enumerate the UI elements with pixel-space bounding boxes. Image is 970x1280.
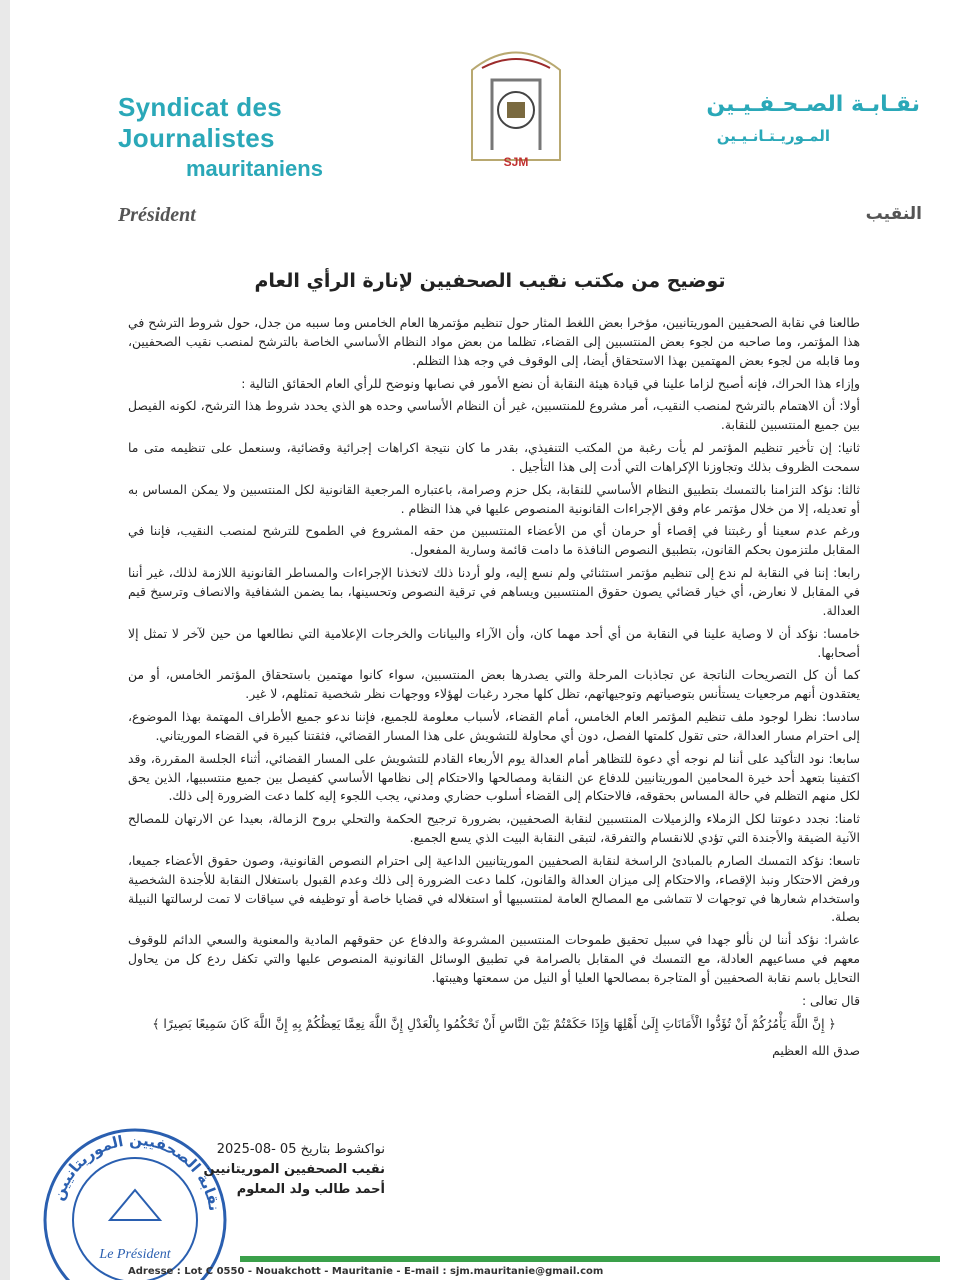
org-name-ar-line1: نقـابـة الصـحـفـيـين bbox=[706, 92, 920, 117]
document-body bbox=[128, 314, 860, 1064]
logo-text: SJM bbox=[503, 155, 529, 169]
paragraph-intro-2: وإزاء هذا الحراك، فإنه أصبح لزاما علينا في قيادة هيئة النقابة أن نضع الأمور في نصابها ونوضح للرأي العام الحقائق التالية : bbox=[241, 375, 860, 391]
signature-role: نقيب الصحفيين الموريتانيين bbox=[203, 1162, 385, 1178]
paragraph-ninth: تاسعا: نؤكد التمسك الصارم بالمبادئ الراسخة لنقابة الصحفيين الموريتانيين الداعية إلى احترام النصوص القانونية، وصون حقوق الأعضاء جميعا، ورفض الاحتكار ونبذ الإقصاء، والاحتكام إلى ميزان العدالة والقانون، كلما دعت الضرورة إلى ذلك وعدم القبول باستغلال النقابة للأجندة الشخصية واستخدام شعارها في توجهات لا تتماشى مع المصالح العامة لمنتسبيها أو استغلاله في قضايا خاصة أو توظيفه في سياقات لا تمت لرسالتها النبيلة بصلة. bbox=[128, 852, 860, 925]
signature-block bbox=[204, 1140, 386, 1200]
footer-bar bbox=[240, 1256, 940, 1262]
president-label-french: Président bbox=[118, 204, 196, 226]
paragraph-fifth-b: كما أن كل التصريحات الناتجة عن تجاذبات المرحلة والتي يصدرها بعض المنتسبين، سواء كانوا مهتمين باستحقاق المؤتمر الخامس، أو من يعتقدون أنهم مرجعيات يستأنس بتوصياتهم وتوجيهاتهم، تظل كلها مجرد رغبات لهؤلاء ووجهات نظر شخصية تمثلهم، لا غير. bbox=[128, 667, 860, 702]
union-logo bbox=[452, 40, 580, 170]
document-title: توضيح من مكتب نقيب الصحفيين لإنارة الرأي العام bbox=[254, 270, 726, 292]
paragraph-third: ثالثا: نؤكد التزامنا بالتمسك بتطبيق النظام الأساسي للنقابة، بكل حزم وصرامة، باعتباره المرجعية القانونية لكل المنتسبين ولا يمكن المساس به أو تعديله، إلا من خلال مؤتمر عام وفق الإجراءات القانونية المنصوص عليها في هذا النظام . bbox=[128, 481, 860, 516]
org-name-fr-line1: Syndicat des Journalistes bbox=[118, 92, 282, 153]
closing-phrase: صدق الله العظيم bbox=[772, 1042, 860, 1058]
paragraph-verse-intro: قال تعالى : bbox=[801, 992, 860, 1008]
paragraph-tenth: عاشرا: نؤكد أننا لن نألو جهدا في سبيل تحقيق طموحات المنتسبين المشروعة والدفاع عن حقوقهم المادية والمعنوية والسعي الدائم للوقوف معهم في مساعيهم العادلة، مع التمسك في المقابل بالصرامة في تطبيق الوسائل القانونية المنصوص عليها والتي تكفل ردع كل من يحاول التحايل باسم نقابة الصحفيين أو المتاجرة بمصالحها العليا أو النيل من سمعتها وهيبتها. bbox=[128, 932, 860, 985]
quran-verse: ﴿ إِنَّ اللَّهَ يَأْمُرُكُمْ أَنْ تُؤَدُّوا الْأَمَانَاتِ إِلَىٰ أَهْلِهَا وَإِذَا حَكَمْتُمْ بَيْنَ النَّاسِ أَنْ تَحْكُمُوا بِالْعَدْلِ إِنَّ اللَّهَ نِعِمَّا يَعِظُكُمْ بِهِ إِنَّ اللَّهَ كَانَ سَمِيعًا بَصِيرًا ﴾ bbox=[152, 1015, 836, 1031]
paragraph-fourth: رابعا: إننا في النقابة لم ندع إلى تنظيم مؤتمر استثنائي ولم نسع إليه، ولو أردنا ذلك لاتخذنا الإجراءات والمساطر القانونية اللازمة لذلك، غير أننا في المقابل لا نعارض، أي خيار قضائي يصون حقوق المنتسبين ويساهم في ترقية النصوص وتحسينها، بما يضمن الشفافية والانصاف وترسيخ قيم العدالة. bbox=[128, 565, 860, 618]
org-name-ar-line2: المـوريـتـانـيـين bbox=[716, 127, 830, 145]
paragraph-fifth: خامسا: نؤكد أن لا وصاية علينا في النقابة من أي أحد مهما كان، وأن الآراء والبيانات والخرجات الإعلامية التي نطالعها من حين لآخر لا تمثل إلا أصحابها. bbox=[128, 625, 860, 660]
org-name-arabic bbox=[620, 92, 920, 145]
footer-address: Adresse : Lot C 0550 - Nouakchott - Mauritanie - E-mail : sjm.mauritanie@gmail.com bbox=[128, 1266, 604, 1277]
paragraph-first: أولا: أن الاهتمام بالترشح لمنصب النقيب، أمر مشروع للمنتسبين، غير أن النظام الأساسي وحده هو الذي يحدد شروط هذا الترشح، لكونه الفيصل بين جميع المنتسبين للنقابة. bbox=[128, 398, 860, 433]
paragraph-sixth: سادسا: نظرا لوجود ملف تنظيم المؤتمر العام الخامس، أمام القضاء، لأسباب معلومة للجميع، فإننا ندعو جميع الأطراف المهتمة بهذا الموضوع، إلى احترام مسار العدالة، حتى تقول كلمتها الفصل، دون أي محاولة للتشويش على هذا المسار القضائي، فثقتنا كبيرة في القضاء الموريتاني. bbox=[128, 709, 860, 743]
paragraph-eighth: ثامنا: نجدد دعوتنا لكل الزملاء والزميلات المنتسبين لنقابة الصحفيين، بضرورة ترجيح الحكمة والتحلي بروح الزمالة، بعيدا عن الارتهان للمصالح الآنية الضيقة والأجندة التي تؤدي للانقسام والتفرقة، لتبقى النقابة البيت الذي يسع الجميع. bbox=[128, 811, 860, 846]
page-edge bbox=[0, 0, 10, 1280]
org-name-fr-line2: mauritaniens bbox=[186, 156, 323, 181]
signature-name: أحمد طالب ولد المعلوم bbox=[236, 1182, 385, 1198]
paragraph-third-b: ورغم عدم سعينا أو رغبتنا في إقصاء أو حرمان أي من الأعضاء المنتسبين من حقه المشروع في الطموح للترشح لمنصب النقيب، فإننا في المقابل ملتزمون بحكم القانون، بتطبيق النصوص النافذة ما دامت قائمة وسارية المفعول. bbox=[128, 523, 860, 558]
paragraph-intro: طالعنا في نقابة الصحفيين الموريتانيين، مؤخرا بعض اللغط المثار حول تنظيم مؤتمرها العام الخامس وما سببه من جدل، حول شروط الترشح في هذا المؤتمر، وما صاحبه من لجوء بعض المنتسبين إلى القضاء، تظلما من بعض مواد النظام الأساسي الخاصة بالترشح لمنصب نقيب الصحفيين، وما قابله من لجوء بعض المهتمين بهذا الاستحقاق أيضا، إلى الوقوف في وجه هذا التظلم. bbox=[128, 315, 860, 368]
paragraph-seventh: سابعا: نود التأكيد على أننا لم نوجه أي دعوة للتظاهر أمام العدالة يوم الأربعاء القادم للتشويش على المسار القضائي، أثناء الجلسة المقررة، وقد اكتفينا بتعهد أحد خيرة المحامين الموريتانيين للدفاع عن النقابة ومصالحها والاحتكام إلى نظامها الأساسي كفيصل بين جميع منتسبيها، الذين يحق لكل منهم التظلم في حالة المساس بحقوقه، فالاحتكام إلى القضاء أسلوب حضاري ومدني، يجب اللجوء إليه كلما دعت الضرورة إلى ذلك. bbox=[128, 750, 860, 804]
signature-date: نواكشوط بتاريخ 05 -08-2025 bbox=[216, 1142, 385, 1157]
stamp-inner-text: Le Président bbox=[99, 1247, 171, 1262]
stamp-outer-text: نقابة الصحفيين الموريتانيين bbox=[48, 1130, 224, 1213]
paragraph-second: ثانيا: إن تأخير تنظيم المؤتمر لم يأت رغبة من المكتب التنفيذي، بقدر ما كان نتيجة اكراهات إجرائية وقضائية، وسنعمل على تنظيمه متى ما سمحت الظروف بذلك وتجاوزنا الإكراهات التي أدت إلى هذا التأجيل . bbox=[128, 440, 860, 474]
president-label-arabic: النقيب bbox=[865, 204, 922, 224]
org-name-french bbox=[118, 92, 378, 182]
